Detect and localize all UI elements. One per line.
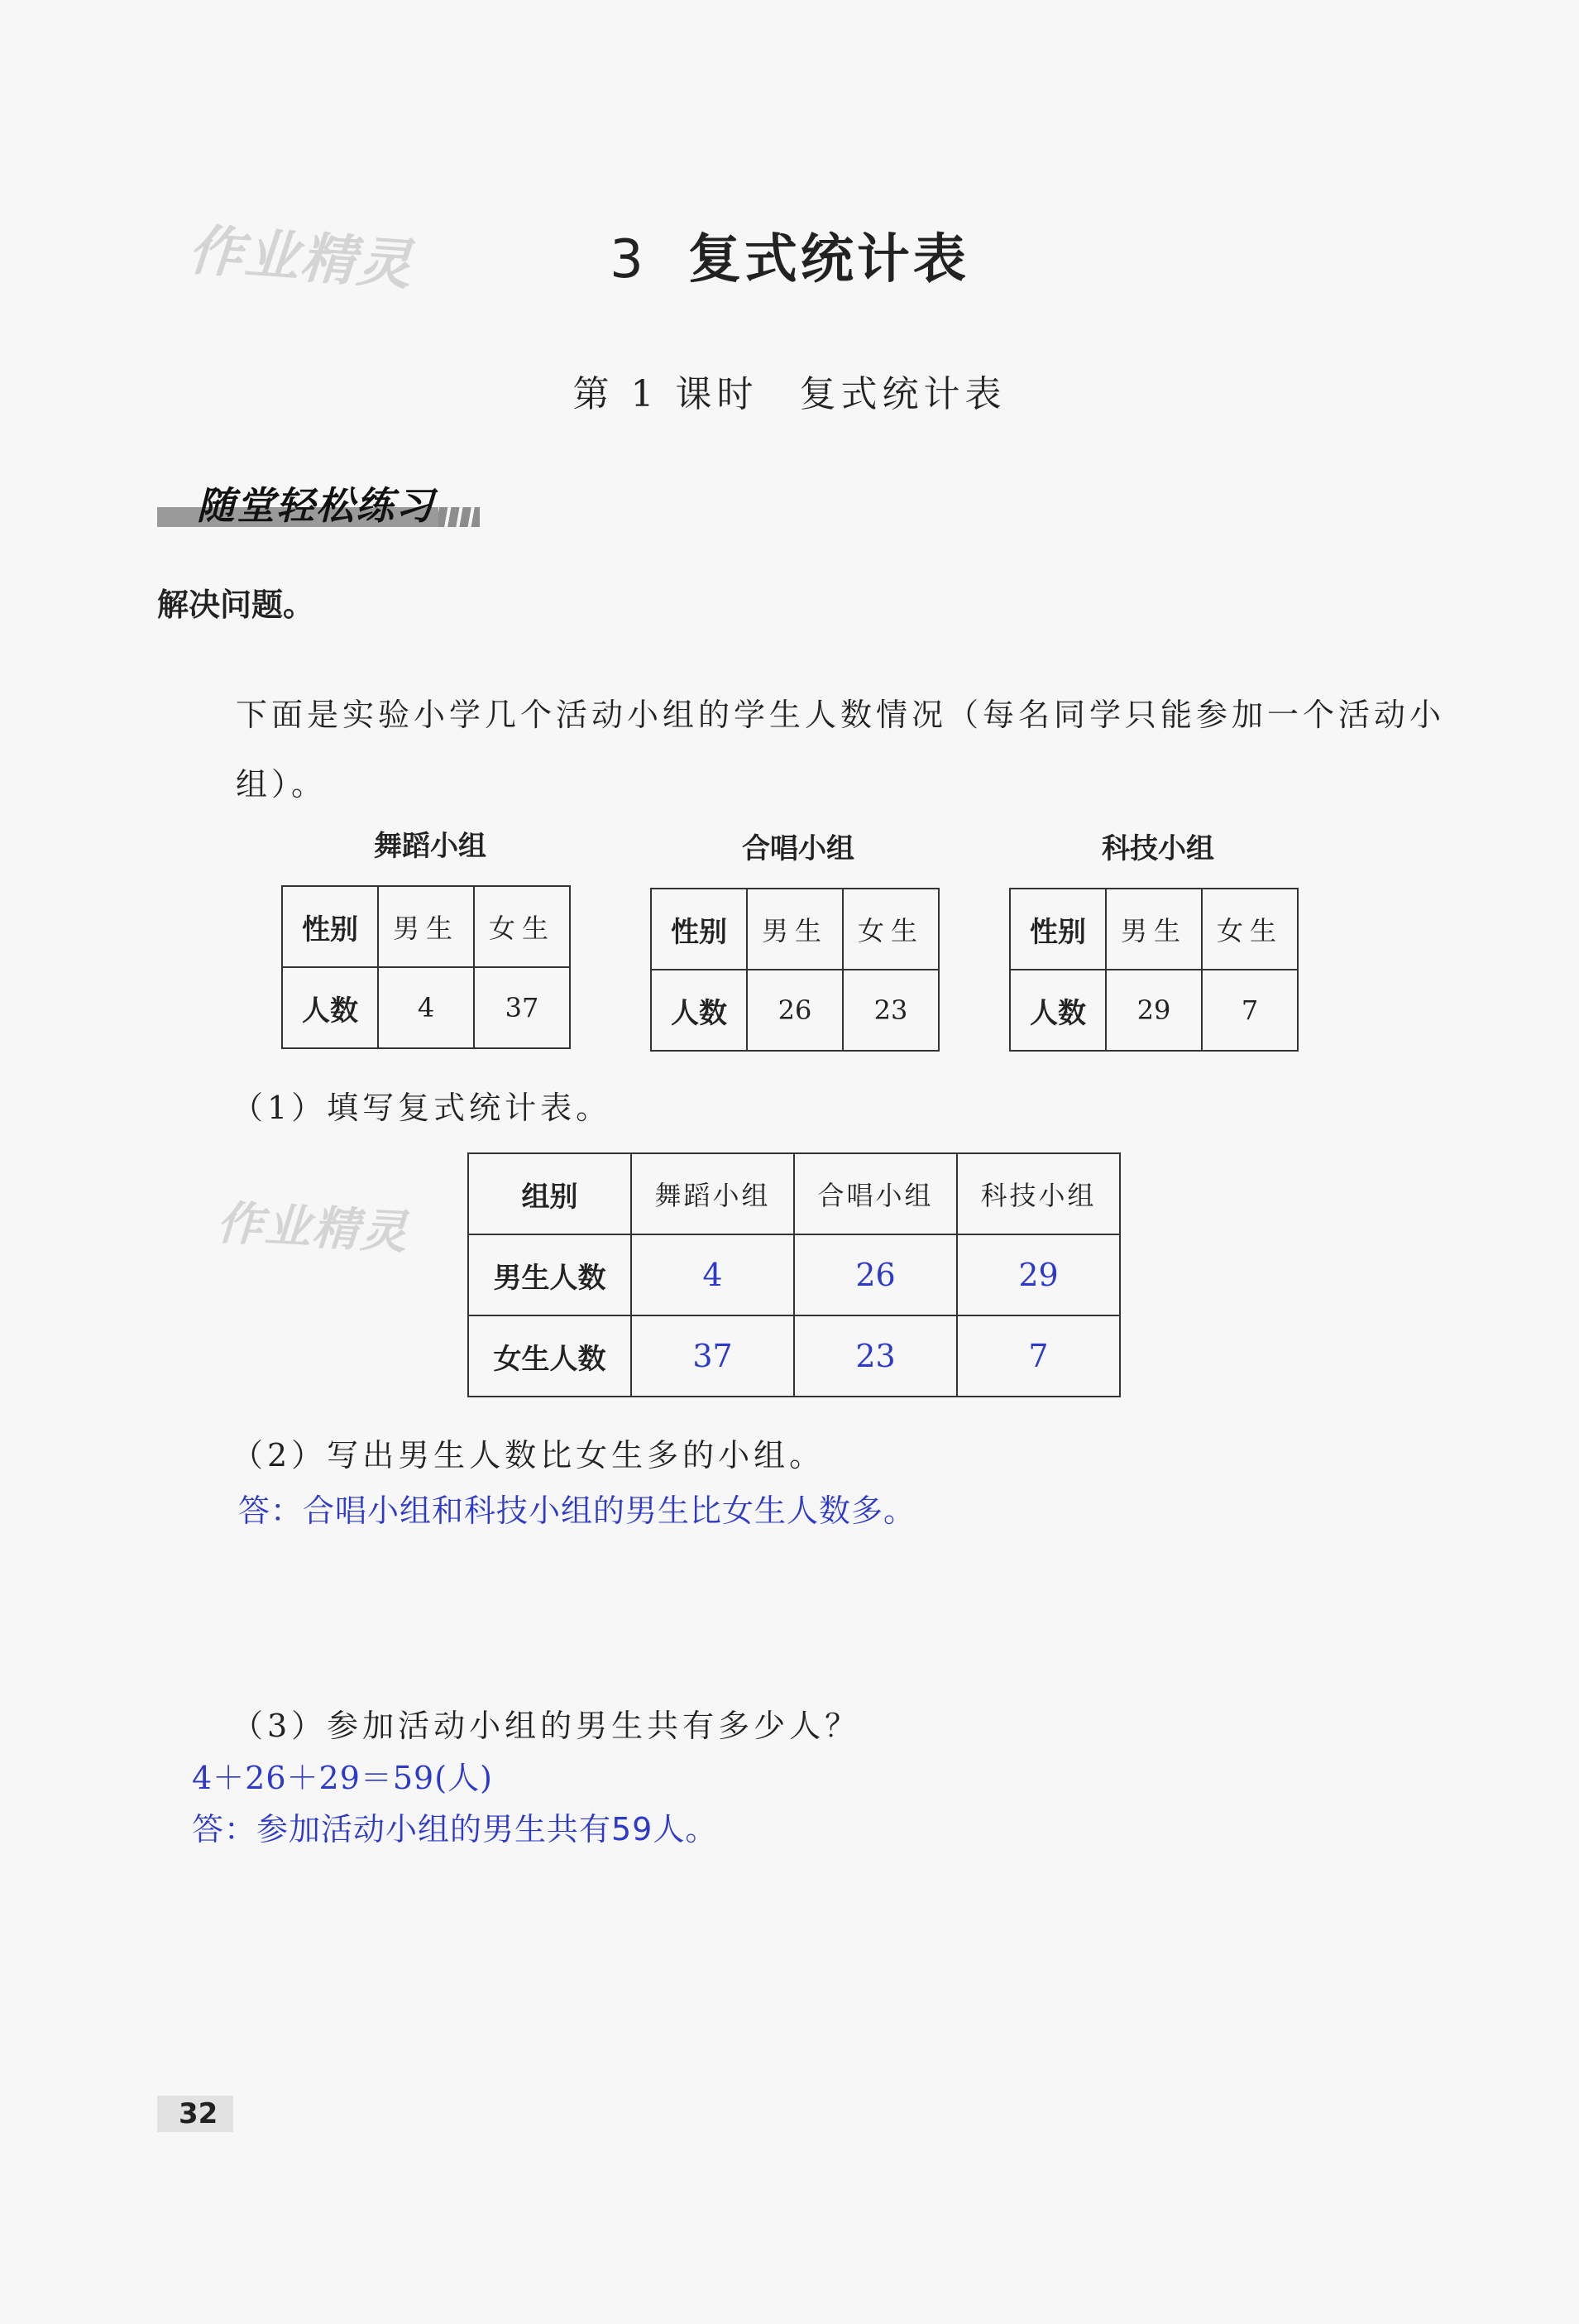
question-3: （3）参加活动小组的男生共有多少人？ [232,1708,861,1744]
chapter-name: 复式统计表 [687,229,969,290]
tech-group-table [1009,888,1299,1052]
table-cell: 26 [747,970,843,1051]
table-cell: 科技小组 [957,1153,1120,1234]
answer-cell: 37 [631,1315,794,1397]
table-cell: 男生 [747,889,843,970]
question-2: （2）写出男生人数比女生多的小组。 [232,1437,825,1473]
tech-group-title: 科技小组 [1102,832,1214,865]
lesson-prefix: 第 1 课时 [572,373,758,415]
answer-cell: 26 [794,1234,957,1315]
table-cell: 性别 [1010,889,1106,970]
answer-3: 答：参加活动小组的男生共有59人。 [192,1811,718,1847]
lesson-title [0,364,1579,417]
section-title: 随堂轻松练习 [197,483,435,528]
watermark-middle: 作业精灵 [215,1196,410,1261]
chapter-title [0,217,1579,293]
watermark-top: 作业精灵 [186,218,415,298]
dance-group-title: 舞蹈小组 [374,830,486,863]
answer-3-equation: 4＋26＋29＝59(人) [192,1760,493,1796]
answer-cell: 23 [794,1315,957,1397]
table-cell: 女生人数 [468,1315,631,1397]
lesson-name: 复式统计表 [799,373,1007,415]
table-cell: 7 [1202,970,1298,1051]
table-cell: 男生 [1106,889,1202,970]
table-cell: 人数 [1010,970,1106,1051]
table-cell: 性别 [651,889,747,970]
section-banner [157,476,496,534]
table-row [468,1315,1120,1397]
table-cell: 女生 [1202,889,1298,970]
problem-heading: 解决问题。 [157,587,315,623]
table-cell: 女生 [843,889,939,970]
table-row [468,1153,1120,1234]
table-cell: 男生人数 [468,1234,631,1315]
table-cell: 人数 [651,970,747,1051]
table-cell: 人数 [282,967,378,1048]
table-cell: 23 [843,970,939,1051]
problem-intro: 下面是实验小学几个活动小组的学生人数情况（每名同学只能参加一个活动小组）。 [236,697,1446,803]
choir-group-table [650,888,940,1052]
table-cell: 37 [474,967,570,1048]
table-cell: 4 [378,967,474,1048]
chapter-number: 3 [610,229,647,290]
answer-cell: 7 [957,1315,1120,1397]
question-1: （1）填写复式统计表。 [232,1090,612,1126]
answer-cell: 29 [957,1234,1120,1315]
table-row [468,1234,1120,1315]
choir-group-title: 合唱小组 [742,832,854,865]
table-cell: 组别 [468,1153,631,1234]
table-cell: 合唱小组 [794,1153,957,1234]
page-number: 32 [157,2096,233,2132]
answer-cell: 4 [631,1234,794,1315]
compound-stats-table [467,1152,1121,1397]
answer-2: 答：合唱小组和科技小组的男生比女生人数多。 [238,1493,916,1529]
table-cell: 29 [1106,970,1202,1051]
table-cell: 舞蹈小组 [631,1153,794,1234]
table-cell: 性别 [282,886,378,967]
table-cell: 男生 [378,886,474,967]
table-cell: 女生 [474,886,570,967]
dance-group-table [281,885,571,1049]
